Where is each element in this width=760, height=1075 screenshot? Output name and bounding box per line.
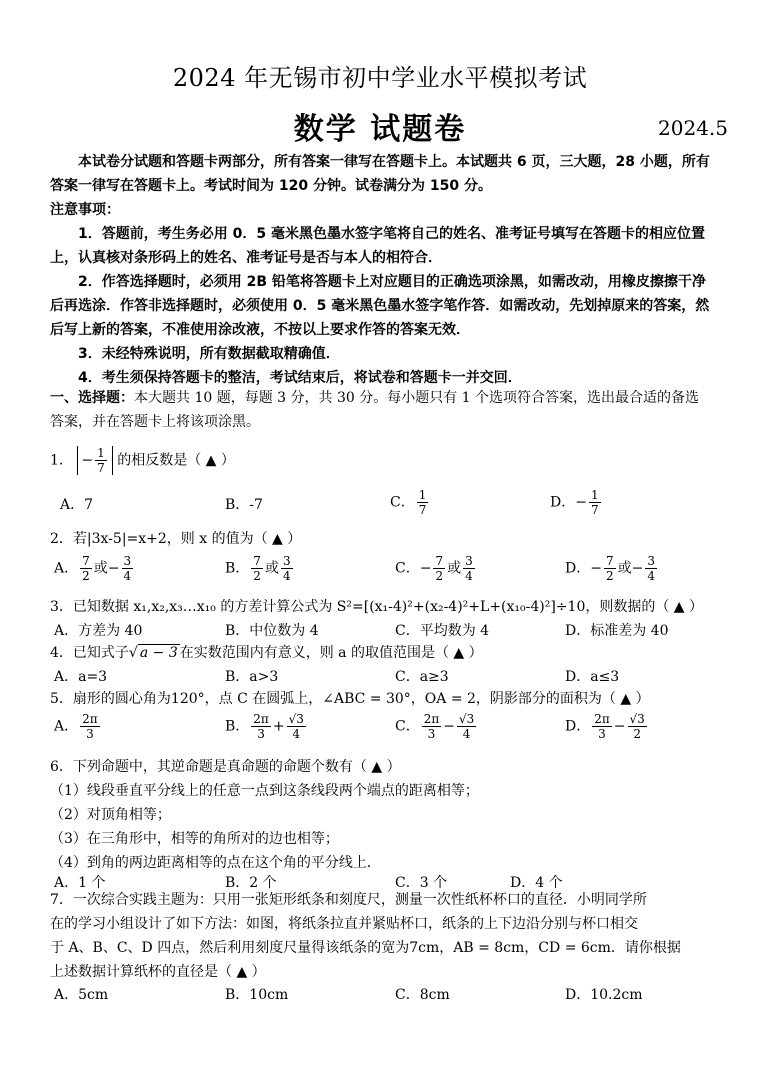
question-2	[50, 528, 720, 550]
q2-option-b: B． $\frac{7}{2}$ 或 $\frac{3}{4}$	[225, 554, 291, 583]
q1-option-c: C． $\frac{1}{7}$	[390, 488, 427, 517]
q1-options	[50, 488, 710, 528]
q3-option-b: B．中位数为 4	[225, 623, 319, 639]
notice-heading: 注意事项：	[50, 202, 120, 218]
q2-option-d: D．− $\frac{7}{2}$ 或− $\frac{3}{4}$	[565, 554, 655, 583]
q1-text: 的相反数是	[117, 452, 188, 469]
q3-option-d: D．标准差为 40	[565, 623, 669, 639]
q2-option-a: A． $\frac{7}{2}$ 或− $\frac{3}{4}$	[54, 554, 132, 583]
q4-post: 在实数范围内有意义，则 a 的取值范围是	[179, 645, 435, 661]
q2-text: 2．若|3x-5|=x+2，则 x 的值为	[50, 531, 254, 547]
notice-item: 3．未经特殊说明，所有数据截取精确值．	[78, 346, 340, 362]
q5-options	[50, 712, 710, 752]
question-7	[50, 888, 720, 984]
q7-option-c: C．8cm	[395, 987, 450, 1003]
q5-option-b: B． $\frac{2\pi}{3}$ + $\frac{√3}{4}$	[225, 712, 304, 741]
q3-option-c: C．平均数为 4	[395, 623, 490, 639]
q1-option-d: D．− $\frac{1}{7}$	[550, 488, 599, 517]
q2-answer-marker: （ ▲ ）	[253, 531, 302, 547]
q6-option-a: A．1 个	[54, 875, 106, 891]
q1-option-b: B．-7	[225, 497, 263, 513]
q7-option-a: A．5cm	[54, 987, 109, 1003]
q1-frac-num: 1	[97, 446, 105, 460]
q1-option-a: A．7	[60, 497, 94, 513]
q1-frac-den: 7	[97, 461, 105, 475]
notice-item: 2．作答选择题时，必须用 2B 铅笔将答题卡上对应题目的正确选项涂黑，如需改动，用橡皮擦擦干净后再选涂．作答非选择题时，必须使用 0．5 毫米黑色墨水签字笔作答．如需改动，先划掉原来的答案，然后写上新的答案，不准使用涂改液，不按以上要求作答的答案无效．	[50, 274, 710, 338]
q3-option-a: A．方差为 40	[54, 623, 143, 639]
q6-option-d: D．4 个	[510, 875, 563, 891]
exam-subtitle: 数学 试题卷	[293, 112, 467, 147]
q6-option-b: B．2 个	[225, 875, 277, 891]
q1-answer-marker: （ ▲ ）	[187, 452, 235, 469]
q5-option-d: D． $\frac{2\pi}{3}$ − $\frac{√3}{2}$	[565, 712, 645, 741]
q4-pre: 4．已知式子	[50, 645, 129, 661]
notice-item: 4．考生须保持答题卡的整洁，考试结束后，将试卷和答题卡一并交回．	[78, 370, 522, 386]
q5-option-c: C． $\frac{2\pi}{3}$ − $\frac{√3}{4}$	[395, 712, 475, 741]
question-4: 4．已知式子√ a − 3 在实数范围内有意义，则 a 的取值范围是（ ▲ ）	[50, 645, 483, 661]
section-desc: 本大题共 10 题，每题 3 分，共 30 分。每小题只有 1 个选项符合答案，选出最合适的备选答案，并在答题卡上将该项涂黑。	[50, 390, 700, 430]
q6-statement: （4）到角的两边距离相等的点在这个角的平分线上．	[50, 855, 381, 871]
q4-radicand: a − 3	[139, 645, 178, 661]
section-title: 一、选择题：	[50, 390, 134, 406]
q6-option-c: C．3 个	[395, 875, 448, 891]
q6-statement: （3）在三角形中，相等的角所对的边也相等；	[50, 831, 339, 847]
exam-title: 2024 年无锡市初中学业水平模拟考试	[172, 64, 588, 92]
q2-option-c: C．− $\frac{7}{2}$ 或 $\frac{3}{4}$	[395, 554, 473, 583]
q7-line: 于 A、B、C、D 四点，然后利用刻度尺量得该纸条的宽为7cm，AB = 8cm，CD = 6cm．请你根据	[50, 940, 681, 956]
q7-line: 7．一次综合实践主题为：只用一张矩形纸条和刻度尺，测量一次性纸杯杯口的直径．小明同学所	[50, 892, 647, 908]
section-1-header	[50, 386, 710, 434]
q7-line: 在的学习小组设计了如下方法：如图，将纸条拉直并紧贴杯口，纸条的上下边沿分别与杯口相交	[50, 916, 638, 932]
q6-answer-marker: （ ▲ ）	[352, 759, 401, 775]
q1-number: 1．	[50, 452, 73, 469]
notice-block	[50, 150, 710, 390]
notice-intro: 本试卷分试题和答题卡两部分，所有答案一律写在答题卡上。本试题共 6 页，三大题，28 小题，所有答案一律写在答题卡上。考试时间为 120 分钟。试卷满分为 150 分。	[50, 154, 710, 194]
q7-options	[50, 984, 710, 1024]
q5-answer-marker: （ ▲ ）	[601, 691, 650, 707]
q5-text: 5．扇形的圆心角为120°，点 C 在圆弧上，∠ABC = 30°，OA = 2，阴影部分的面积为	[50, 691, 602, 707]
exam-date: 2024.5	[658, 116, 728, 140]
q3-answer-marker: （ ▲ ）	[655, 599, 704, 615]
q4-answer-marker: （ ▲ ）	[434, 645, 483, 661]
q5-option-a: A． $\frac{2\pi}{3}$	[54, 712, 98, 741]
q2-options	[50, 554, 710, 594]
q7-option-b: B．10cm	[225, 987, 289, 1003]
question-5	[50, 688, 720, 710]
q7-answer-marker: （ ▲ ）	[218, 964, 266, 980]
q3-text: 3．已知数据 x₁,x₂,x₃…x₁₀ 的方差计算公式为 S²=[(x₁-4)²+(x₂-4)²+L+(x₁₀-4)²]÷10，则数据的	[50, 599, 656, 615]
question-1	[50, 446, 720, 475]
q4-option-d: D．a≤3	[565, 669, 620, 685]
q6-statement: （2）对顶角相等；	[50, 807, 171, 823]
question-6	[50, 756, 720, 874]
q4-option-b: B．a>3	[225, 669, 279, 685]
q4-option-a: A．a=3	[54, 669, 108, 685]
q7-line: 上述数据计算纸杯的直径是	[50, 964, 218, 980]
notice-item: 1．答题前，考生务必用 0．5 毫米黑色墨水签字笔将自己的姓名、准考证号填写在答题卡的相应位置上，认真核对条形码上的姓名、准考证号是否与本人的相符合．	[50, 226, 705, 266]
q6-statement: （1）线段垂直平分线上的任意一点到这条线段两个端点的距离相等；	[50, 783, 479, 799]
q1-abs-expression: − $\frac{1}{7}$	[77, 446, 112, 475]
question-3	[50, 596, 720, 618]
q6-text: 6．下列命题中，其逆命题是真命题的命题个数有	[50, 759, 353, 775]
q7-option-d: D．10.2cm	[565, 987, 643, 1003]
q4-option-c: C．a≥3	[395, 669, 449, 685]
